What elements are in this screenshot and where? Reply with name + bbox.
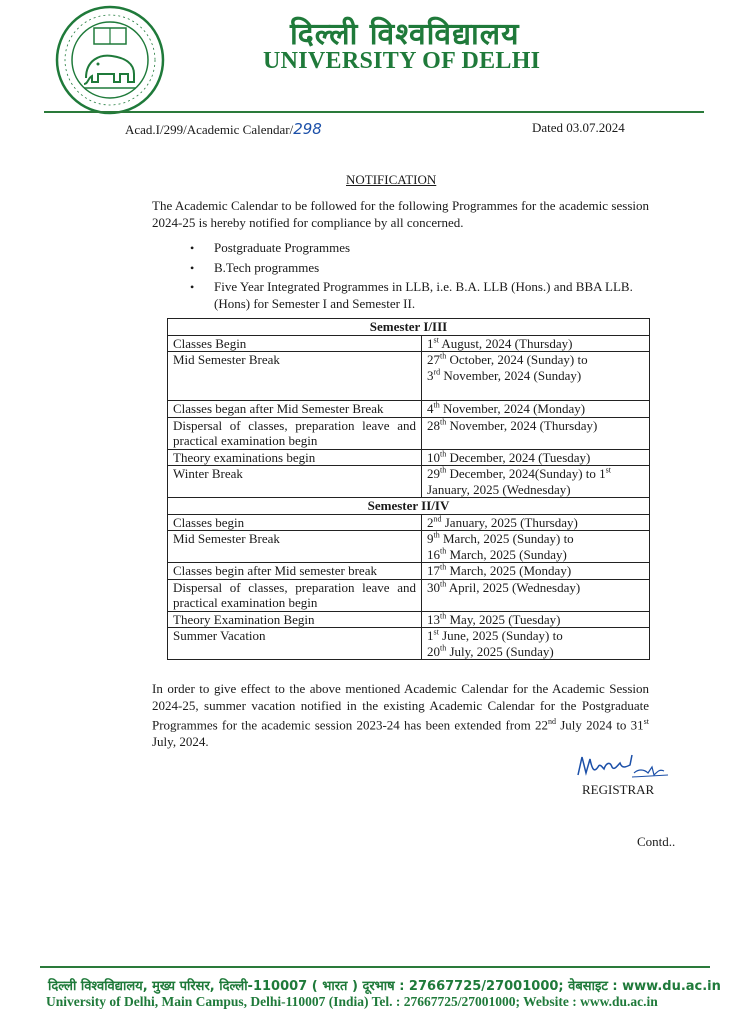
programme-list xyxy=(170,240,650,315)
event-cell: Mid Semester Break xyxy=(168,352,422,401)
event-cell: Classes begin after Mid semester break xyxy=(168,563,422,580)
reference-number xyxy=(125,120,322,138)
handwritten-signature-icon xyxy=(574,745,670,787)
calendar-row xyxy=(168,579,650,611)
date-cell: 27th October, 2024 (Sunday) to 3rd November, 2024 (Sunday) xyxy=(422,352,650,401)
reference-handwritten-number: 298 xyxy=(293,120,322,138)
footer-address-hindi: दिल्ली विश्वविद्यालय, मुख्य परिसर, दिल्ली-110007 ( भारत ) दूरभाष : 27667725/27001000; वेबसाइट : www.du.ac.in xyxy=(48,979,721,994)
university-name-english: UNIVERSITY OF DELHI xyxy=(263,48,541,74)
event-cell: Theory Examination Begin xyxy=(168,611,422,628)
reference-prefix: Acad.I/299/Academic Calendar/ xyxy=(125,122,294,137)
semester-header-row xyxy=(168,319,650,336)
academic-calendar-table xyxy=(167,318,650,660)
date-cell: 1st June, 2025 (Sunday) to 20th July, 2025 (Sunday) xyxy=(422,628,650,660)
date-cell: 9th March, 2025 (Sunday) to 16th March, 2025 (Sunday) xyxy=(422,531,650,563)
continued-label: Contd.. xyxy=(637,834,676,849)
university-seal-icon xyxy=(54,4,166,116)
date-cell: 10th December, 2024 (Tuesday) xyxy=(422,449,650,466)
event-cell: Theory examinations begin xyxy=(168,449,422,466)
date-cell: 2nd January, 2025 (Thursday) xyxy=(422,514,650,531)
date-cell: 13th May, 2025 (Tuesday) xyxy=(422,611,650,628)
programme-item: • Five Year Integrated Programmes in LLB, i.e. B.A. LLB (Hons.) and BBA LLB. (Hons) for Semester I and Semester II. xyxy=(170,279,650,312)
event-cell: Classes began after Mid Semester Break xyxy=(168,401,422,418)
event-cell: Winter Break xyxy=(168,466,422,498)
event-cell: Classes begin xyxy=(168,514,422,531)
footer-address-english: University of Delhi, Main Campus, Delhi-110007 (India) Tel. : 27667725/27001000; Website : www.du.ac.in xyxy=(46,994,658,1009)
event-cell: Dispersal of classes, preparation leave and practical examination begin xyxy=(168,417,422,449)
calendar-row xyxy=(168,352,650,401)
programme-item: • Postgraduate Programmes xyxy=(170,240,650,257)
event-cell: Summer Vacation xyxy=(168,628,422,660)
calendar-row xyxy=(168,611,650,628)
header-divider xyxy=(44,111,704,113)
dated-label: Dated 03.07.2024 xyxy=(532,120,625,135)
university-name-hindi: दिल्ली विश्वविद्यालय xyxy=(290,17,520,52)
calendar-row xyxy=(168,531,650,563)
date-cell: 30th April, 2025 (Wednesday) xyxy=(422,579,650,611)
semester-heading: Semester II/IV xyxy=(168,498,650,515)
calendar-row xyxy=(168,628,650,660)
calendar-row xyxy=(168,449,650,466)
date-cell: 28th November, 2024 (Thursday) xyxy=(422,417,650,449)
footer-divider xyxy=(40,966,710,968)
calendar-row xyxy=(168,514,650,531)
calendar-row xyxy=(168,563,650,580)
semester-header-row xyxy=(168,498,650,515)
calendar-row xyxy=(168,417,650,449)
intro-paragraph: The Academic Calendar to be followed for the following Programmes for the academic session 2024-25 is hereby notified for compliance by all concerned. xyxy=(152,198,649,230)
notification-heading: NOTIFICATION xyxy=(346,172,437,187)
date-cell: 29th December, 2024(Sunday) to 1st January, 2025 (Wednesday) xyxy=(422,466,650,498)
date-cell: 17th March, 2025 (Monday) xyxy=(422,563,650,580)
calendar-row xyxy=(168,335,650,352)
registrar-label: REGISTRAR xyxy=(582,782,655,797)
event-cell: Dispersal of classes, preparation leave and practical examination begin xyxy=(168,579,422,611)
closing-paragraph: In order to give effect to the above mentioned Academic Calendar for the Academic Session 2024-25, summer vacation notified in the existing Academic Calendar for the Postgraduate Programmes for the academic session 2023-24 has been extended from 22nd July 2024 to 31st July, 2024. xyxy=(152,681,649,749)
semester-heading: Semester I/III xyxy=(168,319,650,336)
calendar-row xyxy=(168,466,650,498)
event-cell: Classes Begin xyxy=(168,335,422,352)
calendar-row xyxy=(168,401,650,418)
programme-item: • B.Tech programmes xyxy=(170,260,650,277)
date-cell: 4th November, 2024 (Monday) xyxy=(422,401,650,418)
date-cell: 1st August, 2024 (Thursday) xyxy=(422,335,650,352)
event-cell: Mid Semester Break xyxy=(168,531,422,563)
